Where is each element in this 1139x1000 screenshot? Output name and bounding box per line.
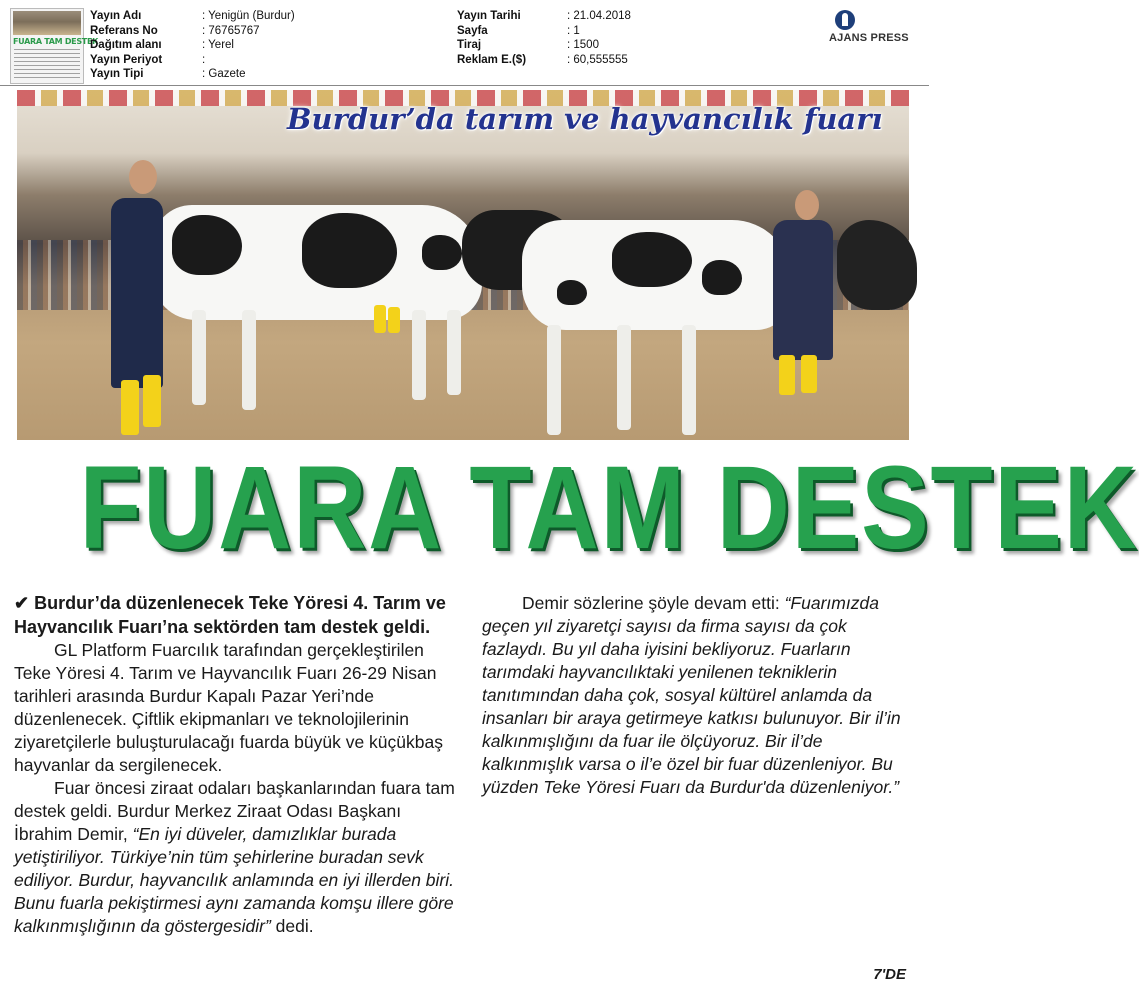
holstein-cow-right: [522, 220, 792, 330]
article-column-right: [482, 592, 906, 986]
thumbnail-text-lines: [14, 49, 80, 81]
meta-row-reference-no: Referans No : 76765767: [90, 24, 260, 37]
holstein-cow-left: [152, 205, 482, 320]
meta-row-ad-value: Reklam E.($) : 60,555555: [457, 53, 628, 66]
meta-row-distribution: Dağıtım alanı : Yerel: [90, 39, 234, 51]
check-mark-icon: ✔: [14, 593, 30, 613]
handler-background: [372, 295, 402, 335]
meta-row-date: Yayın Tarihi : 21.04.2018: [457, 10, 631, 22]
paragraph-3-text: Demir sözlerine şöyle devam etti:: [522, 593, 785, 613]
paragraph-3-quote: “Fuarımızda geçen yıl ziyaretçi sayısı da firma sayısı da çok fazlaydı. Bu yıl daha iyisini bekliyoruz. Fuarların tarımdaki hayvancılıktaki yenilenen tekniklerin tanıtımından daha çok, sosyal kültürel anlamda da insanları bir araya getirmeye katkısı bulunuyor. Bir il’in kalkınmışlığını da fuar ile ölçüyoruz. Bir il’de kalkınmışlık varsa o il’e özel bir fuar düzenleniyor. Bu yüzden Teke Yöresi Fuarı da Burdur'da düzenleniyor.”: [482, 593, 901, 797]
meta-row-circulation: Tiraj : 1500: [457, 39, 599, 51]
thumbnail-photo: [13, 11, 81, 35]
meta-row-period: Yayın Periyot :: [90, 53, 206, 66]
meta-row-publication-name: Yayın Adı : Yenigün (Burdur): [90, 10, 295, 22]
paragraph-2-tail: dedi.: [270, 916, 314, 936]
article-lede: [14, 592, 458, 639]
paragraph-2-text: Fuar öncesi ziraat odaları başkanlarından fuara tam destek geldi. Burdur Merkez Ziraat Odası Başkanı İbrahim Demir,: [14, 778, 455, 844]
meta-row-type: Yayın Tipi : Gazete: [90, 68, 246, 80]
holstein-cow-far-right: [837, 220, 917, 310]
thumbnail-title: FUARA TAM DESTEK: [13, 37, 99, 46]
paragraph-2-quote: “En iyi düveler, damızlıklar burada yetiştiriliyor. Türkiye’nin tüm şehirlerine buradan sevk ediliyor. Burdur, hayvancılık anlamında en iyi illerden biri. Bunu fuarla pekiştirmesi aynı zamanda komşu illere göre kalkınmışlığının da göstergesidir”: [14, 824, 454, 936]
handler-left: [99, 160, 169, 440]
page-thumbnail[interactable]: [10, 8, 99, 84]
article-photo: [17, 90, 909, 440]
lede-text: Burdur’da düzenlenecek Teke Yöresi 4. Tarım ve Hayvancılık Fuarı’na sektörden tam destek geldi.: [14, 593, 446, 637]
handler-right: [757, 190, 837, 400]
logo-mark-icon: [835, 10, 855, 30]
article-title: FUARA TAM DESTEK: [79, 442, 1139, 574]
publication-meta-right: [457, 9, 631, 67]
meta-row-page: Sayfa : 1: [457, 24, 580, 37]
article-column-left: [14, 592, 458, 938]
article-paragraph-3: [482, 592, 906, 799]
photo-headline: Burdur’da tarım ve hayvancılık fuarı: [287, 102, 883, 136]
header-divider: [0, 85, 929, 86]
logo-text: AJANS PRESS: [829, 32, 909, 44]
article-paragraph-2-start: [14, 777, 458, 938]
article-paragraph-1: GL Platform Fuarcılık tarafından gerçekleştirilen Teke Yöresi 4. Tarım ve Hayvancılık Fuarı 26-29 Nisan tarihleri arasında Burdur Kapalı Pazar Yeri’nde düzenlenecek. Çiftlik ekipmanları ve teknolojilerinin ziyaretçilerle buluşturulacağı fuarda büyük ve küçükbaş hayvanlar da sergilenecek.: [14, 640, 443, 775]
ajans-press-logo: [829, 10, 921, 50]
clipping-header: [0, 0, 929, 86]
publication-meta-left: [90, 9, 295, 82]
continued-page-ref[interactable]: 7'DE: [873, 966, 906, 983]
